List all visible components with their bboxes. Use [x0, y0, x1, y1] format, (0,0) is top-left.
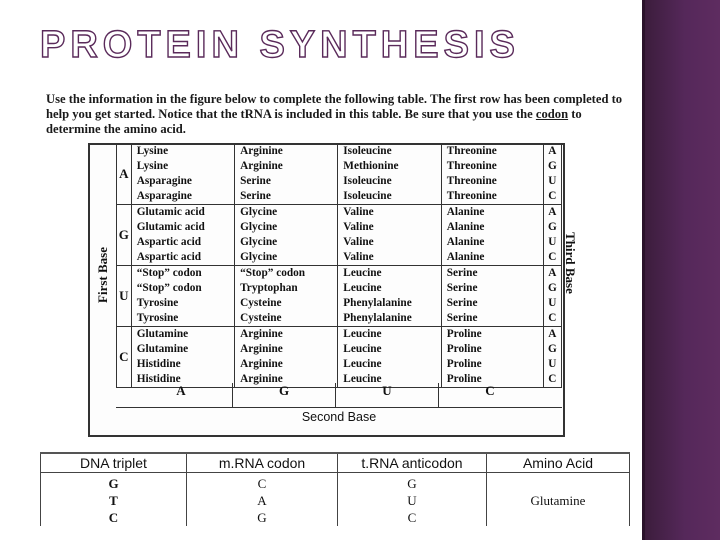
- header-trna-anticodon: t.RNA anticodon: [338, 453, 487, 473]
- amino-acid-name: Arginine: [240, 343, 283, 355]
- third-base-letter: U: [548, 358, 557, 370]
- amino-acid-name: Phenylalanine: [343, 312, 412, 324]
- amino-acid-cell: [131, 266, 234, 327]
- amino-acid-name: Tyrosine: [136, 297, 179, 309]
- second-base-row: [130, 383, 541, 407]
- second-base-u: U: [336, 383, 439, 407]
- amino-acid-name: Glycine: [240, 236, 278, 248]
- first-base-label: First Base: [95, 247, 110, 303]
- third-base-cell: [543, 144, 561, 205]
- dna-base: T: [109, 493, 118, 508]
- third-base-letter: C: [548, 312, 557, 324]
- amino-acid-cell[interactable]: [487, 473, 630, 527]
- header-amino-acid: Amino Acid: [487, 453, 630, 473]
- amino-acid-name: Glycine: [240, 221, 278, 233]
- third-base-cell: [543, 205, 561, 266]
- codon-group-u: [117, 266, 562, 327]
- amino-acid-name: Phenylalanine: [343, 297, 412, 309]
- amino-acid-cell: [441, 205, 543, 266]
- first-base-letter: G: [117, 205, 132, 266]
- third-base-letter: U: [548, 175, 557, 187]
- first-base-letter: A: [117, 144, 132, 205]
- amino-acid-cell: [235, 144, 338, 205]
- instructions-part2: to determine the amino acid.: [46, 107, 582, 136]
- amino-acid-name: Arginine: [240, 328, 283, 340]
- amino-acid-name: Asparagine: [136, 190, 192, 202]
- amino-acid-cell: [338, 327, 441, 388]
- amino-acid-cell: [235, 266, 338, 327]
- slide-title: PROTEIN SYNTHESIS: [40, 24, 520, 66]
- third-base-letter: A: [548, 267, 557, 279]
- codon-group-c: [117, 327, 562, 388]
- first-base-letter: C: [117, 327, 132, 388]
- amino-acid-name: Leucine: [343, 358, 382, 370]
- header-dna-triplet: DNA triplet: [41, 453, 187, 473]
- amino-acid-name: Glutamine: [136, 328, 189, 340]
- amino-acid-cell: [131, 205, 234, 266]
- first-base-letter: U: [117, 266, 132, 327]
- amino-acid-cell: [338, 266, 441, 327]
- amino-acid-cell: [131, 144, 234, 205]
- amino-acid-name: Serine: [446, 312, 478, 324]
- third-base-letter: U: [548, 297, 557, 309]
- amino-acid-name: Methionine: [343, 160, 399, 172]
- mrna-base: G: [257, 510, 267, 525]
- amino-acid-name: Glutamic acid: [136, 206, 205, 218]
- third-base-cell: [543, 266, 561, 327]
- second-base-a: A: [130, 383, 233, 407]
- amino-acid-name: Alanine: [446, 221, 485, 233]
- amino-acid-name: Histidine: [136, 358, 181, 370]
- trna-anticodon-cell[interactable]: [338, 473, 487, 527]
- amino-acid-cell: [441, 144, 543, 205]
- amino-acid-name: Serine: [446, 297, 478, 309]
- third-base-letter: C: [548, 373, 557, 385]
- amino-acid-name: Lysine: [136, 160, 169, 172]
- answer-table: [40, 452, 630, 526]
- amino-acid-name: Threonine: [446, 160, 497, 172]
- amino-acid-name: Proline: [446, 343, 482, 355]
- amino-acid-name: Isoleucine: [343, 145, 392, 157]
- amino-acid-name: Arginine: [240, 160, 283, 172]
- amino-acid-name: Valine: [343, 251, 374, 263]
- third-base-letter: G: [547, 343, 557, 355]
- amino-acid-name: Tyrosine: [136, 312, 179, 324]
- amino-acid-name: Leucine: [343, 282, 382, 294]
- codon-group-a: [117, 144, 562, 205]
- amino-acid-name: Glycine: [240, 206, 278, 218]
- amino-acid-name: Cysteine: [240, 297, 282, 309]
- mrna-base: C: [257, 476, 267, 491]
- second-base-c: C: [485, 383, 495, 398]
- amino-acid-name: Valine: [343, 221, 374, 233]
- third-base-letter: A: [548, 206, 557, 218]
- trna-base: C: [407, 510, 417, 525]
- amino-acid-name: Glutamic acid: [136, 221, 205, 233]
- third-base-letter: G: [547, 160, 557, 172]
- header-mrna-codon: m.RNA codon: [187, 453, 338, 473]
- amino-acid-name: Serine: [446, 267, 478, 279]
- third-base-letter: C: [548, 190, 557, 202]
- amino-acid-name: Histidine: [136, 373, 181, 385]
- amino-acid-cell: [235, 205, 338, 266]
- amino-acid-name: Glutamine: [136, 343, 189, 355]
- codon-grid: [116, 143, 562, 388]
- amino-acid-name: Leucine: [343, 267, 382, 279]
- mrna-codon-cell[interactable]: [187, 473, 338, 527]
- trna-base: U: [407, 493, 417, 508]
- amino-acid-cell: [235, 327, 338, 388]
- amino-acid-name: Arginine: [240, 373, 283, 385]
- dna-triplet-cell: [41, 473, 187, 527]
- amino-acid-cell: [441, 266, 543, 327]
- third-base-letter: U: [548, 236, 557, 248]
- amino-acid-cell: [338, 144, 441, 205]
- amino-acid-name: Leucine: [343, 343, 382, 355]
- amino-acid-name: Asparagine: [136, 175, 192, 187]
- amino-acid-name: Valine: [343, 206, 374, 218]
- amino-acid-name: Cysteine: [240, 312, 282, 324]
- amino-acid-name: Isoleucine: [343, 175, 392, 187]
- third-base-letter: C: [548, 251, 557, 263]
- amino-acid-name: “Stop” codon: [136, 267, 202, 279]
- amino-acid-value: Glutamine: [530, 492, 586, 508]
- amino-acid-name: Lysine: [136, 145, 169, 157]
- amino-acid-name: Leucine: [343, 328, 382, 340]
- amino-acid-cell: [441, 327, 543, 388]
- instructions-part1: Use the information in the figure below to complete the following table. The first row has been completed to help you get started. Notice that the tRNA is included in this table. Be sure that you use the: [46, 92, 623, 121]
- amino-acid-name: Aspartic acid: [136, 251, 202, 263]
- amino-acid-name: Arginine: [240, 145, 283, 157]
- amino-acid-name: Serine: [240, 175, 271, 187]
- slide-side-band: [642, 0, 720, 540]
- instructions-text: [46, 92, 636, 137]
- amino-acid-name: “Stop” codon: [136, 282, 202, 294]
- third-base-letter: A: [548, 328, 557, 340]
- amino-acid-name: Valine: [343, 236, 374, 248]
- amino-acid-name: Arginine: [240, 358, 283, 370]
- answer-header-row: [41, 453, 630, 473]
- third-base-letter: G: [547, 282, 557, 294]
- codon-group-g: [117, 205, 562, 266]
- amino-acid-cell: [131, 327, 234, 388]
- third-base-letter: G: [547, 221, 557, 233]
- dna-base: G: [108, 476, 119, 491]
- amino-acid-name: Aspartic acid: [136, 236, 202, 248]
- amino-acid-name: Proline: [446, 373, 482, 385]
- mrna-base: A: [257, 493, 267, 508]
- amino-acid-name: Threonine: [446, 145, 497, 157]
- amino-acid-name: Alanine: [446, 236, 485, 248]
- amino-acid-name: Proline: [446, 328, 482, 340]
- trna-base: G: [407, 476, 417, 491]
- answer-row: [41, 473, 630, 527]
- amino-acid-name: Serine: [240, 190, 271, 202]
- dna-base: C: [108, 510, 119, 525]
- amino-acid-name: Threonine: [446, 175, 497, 187]
- amino-acid-cell: [338, 205, 441, 266]
- instructions-keyword: codon: [535, 107, 569, 121]
- third-base-letter: A: [548, 145, 557, 157]
- amino-acid-name: Leucine: [343, 373, 382, 385]
- second-base-label: Second Base: [116, 407, 562, 434]
- amino-acid-name: Proline: [446, 358, 482, 370]
- first-base-axis: [90, 143, 116, 407]
- third-base-cell: [543, 327, 561, 388]
- third-base-label: Third Base: [563, 232, 578, 294]
- amino-acid-name: Threonine: [446, 190, 497, 202]
- amino-acid-name: Serine: [446, 282, 478, 294]
- amino-acid-name: Glycine: [240, 251, 278, 263]
- amino-acid-name: Isoleucine: [343, 190, 392, 202]
- second-base-g: G: [233, 383, 336, 407]
- amino-acid-name: Alanine: [446, 251, 485, 263]
- amino-acid-name: Tryptophan: [240, 282, 298, 294]
- amino-acid-name: “Stop” codon: [240, 267, 306, 279]
- amino-acid-name: Alanine: [446, 206, 485, 218]
